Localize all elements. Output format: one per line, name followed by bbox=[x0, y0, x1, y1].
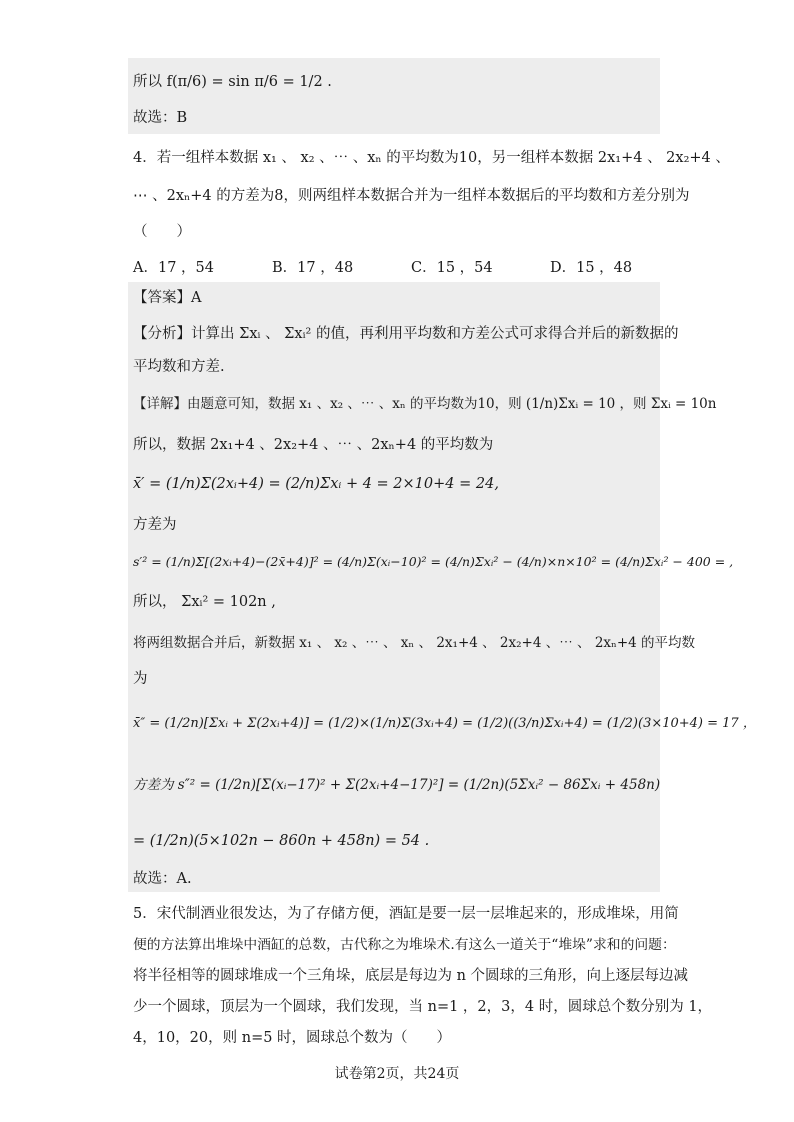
text-line: 便的方法算出堆垛中酒缸的总数，古代称之为堆垛术.有这么一道关于“堆垛”求和的问题： bbox=[133, 937, 676, 953]
text-line: 故选：B bbox=[133, 110, 188, 126]
text-line: 故选：A. bbox=[133, 871, 192, 887]
text-line: 方差为 bbox=[133, 517, 177, 533]
text-line: 所以 f(π/6) = sin π/6 = 1/2 . bbox=[133, 74, 332, 90]
solution-shade-top bbox=[128, 58, 660, 134]
option-a: A．17 ，54 bbox=[133, 260, 214, 276]
text-line: 为 bbox=[133, 671, 148, 687]
text-line: 平均数和方差. bbox=[133, 359, 225, 375]
text-line: 所以，数据 2x₁+4 、2x₂+4 、⋯ 、2xₙ+4 的平均数为 bbox=[133, 437, 494, 453]
text-line: ⋯ 、2xₙ+4 的方差为8，则两组样本数据合并为一组样本数据后的平均数和方差分别为 bbox=[133, 188, 690, 204]
question-5: 5．宋代制酒业很发达，为了存储方便，酒缸是要一层一层堆起来的，形成堆垛，用简 bbox=[133, 906, 679, 922]
formula-line: x̄′ = (1/n)Σ(2xᵢ+4) = (2/n)Σxᵢ + 4 = 2×10+4 = 24, bbox=[133, 476, 499, 492]
option-d: D．15 ，48 bbox=[550, 260, 633, 276]
option-b: B．17 ，48 bbox=[272, 260, 354, 276]
question-4: 4．若一组样本数据 x₁ 、 x₂ 、⋯ 、xₙ 的平均数为10，另一组样本数据 2x₁+4 、 2x₂+4 、 bbox=[133, 150, 730, 166]
text-line: 少一个圆球，顶层为一个圆球，我们发现，当 n=1 ，2，3，4 时，圆球总个数分别为 1， bbox=[133, 999, 713, 1015]
formula-line: 方差为 s″² = (1/2n)[Σ(xᵢ−17)² + Σ(2xᵢ+4−17)²] = (1/2n)(5Σxᵢ² − 86Σxᵢ + 458n) bbox=[133, 777, 661, 793]
text-line: 4，10，20，则 n=5 时，圆球总个数为（ ） bbox=[133, 1030, 452, 1046]
formula-line: s′² = (1/n)Σ[(2xᵢ+4)−(2x̄+4)]² = (4/n)Σ(xᵢ−10)² = (4/n)Σxᵢ² − (4/n)×n×10² = (4/n)Σxᵢ² − 400 = , bbox=[133, 554, 734, 569]
text-line: 将两组数据合并后，新数据 x₁ 、 x₂ 、⋯ 、 xₙ 、 2x₁+4 、 2x₂+4 、⋯ 、 2xₙ+4 的平均数 bbox=[133, 635, 696, 651]
option-c: C．15 ，54 bbox=[411, 260, 493, 276]
analysis-line: 【分析】计算出 Σxᵢ 、 Σxᵢ² 的值，再利用平均数和方差公式可求得合并后的新数据的 bbox=[133, 326, 679, 342]
detail-line: 【详解】由题意可知，数据 x₁ 、x₂ 、⋯ 、xₙ 的平均数为10，则 (1/n)Σxᵢ = 10 ，则 Σxᵢ = 10n bbox=[133, 396, 717, 412]
text-line: 所以， Σxᵢ² = 102n , bbox=[133, 594, 276, 610]
text-line: （ ） bbox=[133, 224, 191, 240]
text-line: 将半径相等的圆球堆成一个三角垛，底层是每边为 n 个圆球的三角形，向上逐层每边减 bbox=[133, 968, 689, 984]
page-footer: 试卷第2页，共24页 bbox=[334, 1066, 460, 1082]
formula-line: x̄″ = (1/2n)[Σxᵢ + Σ(2xᵢ+4)] = (1/2)×(1/n)Σ(3xᵢ+4) = (1/2)((3/n)Σxᵢ+4) = (1/2)(3×10+4) = 17 ， bbox=[133, 716, 756, 731]
formula-line: = (1/2n)(5×102n − 860n + 458n) = 54 . bbox=[133, 833, 430, 849]
answer-line: 【答案】A bbox=[133, 290, 202, 306]
